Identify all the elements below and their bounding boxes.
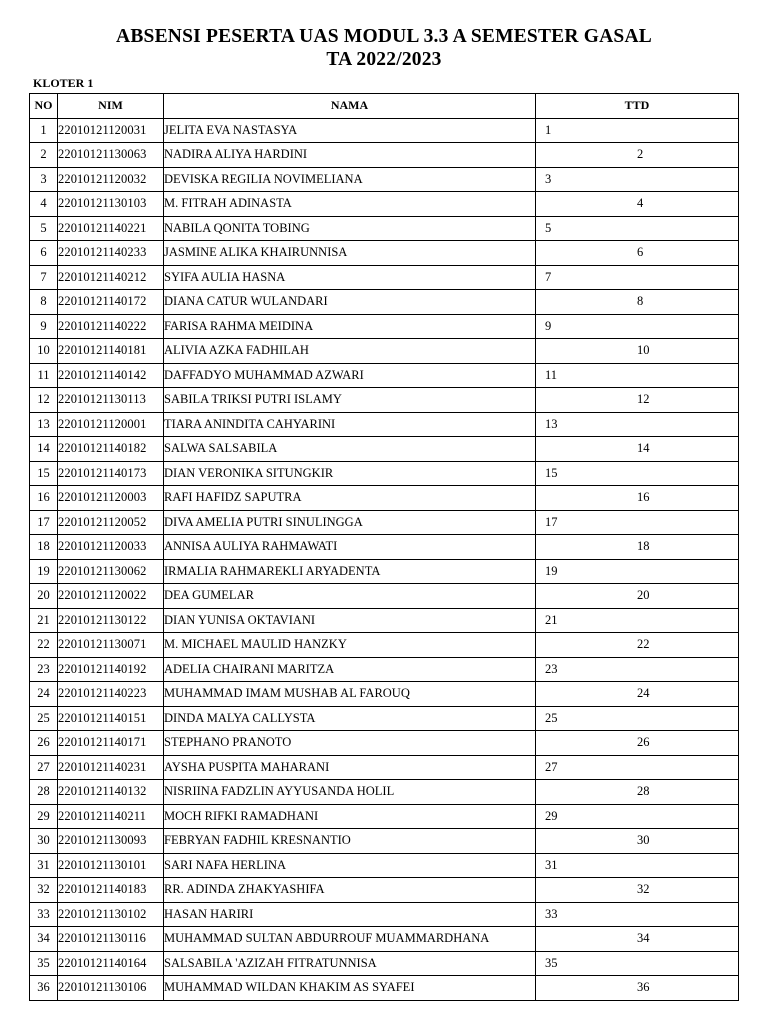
document-title: ABSENSI PESERTA UAS MODUL 3.3 A SEMESTER GASAL: [116, 26, 652, 47]
cell-nama: MUHAMMAD WILDAN KHAKIM AS SYAFEI: [164, 976, 536, 1001]
signature-number: 11: [545, 367, 558, 382]
cell-nama: RAFI HAFIDZ SAPUTRA: [164, 486, 536, 511]
cell-nama: DIAN YUNISA OKTAVIANI: [164, 608, 536, 633]
signature-number: 14: [637, 441, 650, 456]
cell-no: 35: [30, 951, 58, 976]
cell-nim: 22010121120033: [58, 535, 164, 560]
cell-no: 8: [30, 290, 58, 315]
cell-nama: NADIRA ALIYA HARDINI: [164, 143, 536, 168]
signature-number: 16: [637, 490, 650, 505]
cell-nim: 22010121140132: [58, 780, 164, 805]
signature-number: 21: [545, 612, 558, 627]
cell-nim: 22010121130116: [58, 927, 164, 952]
cell-nama: HASAN HARIRI: [164, 902, 536, 927]
cell-nama: DIANA CATUR WULANDARI: [164, 290, 536, 315]
table-row: [30, 216, 739, 241]
signature-number: 3: [545, 171, 552, 186]
cell-nama: STEPHANO PRANOTO: [164, 731, 536, 756]
cell-ttd: [536, 118, 739, 143]
table-row: [30, 241, 739, 266]
document-subtitle: TA 2022/2023: [326, 49, 442, 70]
table-row: [30, 437, 739, 462]
table-row: [30, 363, 739, 388]
column-header-ttd: TTD: [536, 94, 739, 119]
cell-no: 4: [30, 192, 58, 217]
cell-no: 17: [30, 510, 58, 535]
cell-ttd: [536, 853, 739, 878]
signature-number: 26: [637, 735, 650, 750]
signature-number: 35: [545, 955, 558, 970]
table-row: [30, 804, 739, 829]
cell-ttd: [536, 241, 739, 266]
cell-ttd: [536, 976, 739, 1001]
cell-ttd: [536, 437, 739, 462]
cell-ttd: [536, 265, 739, 290]
cell-no: 26: [30, 731, 58, 756]
cell-ttd: [536, 461, 739, 486]
cell-nim: 22010121140212: [58, 265, 164, 290]
cell-no: 2: [30, 143, 58, 168]
cell-no: 20: [30, 584, 58, 609]
cell-ttd: [536, 608, 739, 633]
cell-nim: 22010121140182: [58, 437, 164, 462]
cell-ttd: [536, 780, 739, 805]
cell-nim: 22010121140222: [58, 314, 164, 339]
column-header-no: NO: [30, 94, 58, 119]
signature-number: 10: [637, 343, 650, 358]
cell-nim: 22010121140181: [58, 339, 164, 364]
cell-no: 14: [30, 437, 58, 462]
cell-nim: 22010121130063: [58, 143, 164, 168]
cell-ttd: [536, 363, 739, 388]
signature-number: 4: [637, 196, 644, 211]
signature-number: 18: [637, 539, 650, 554]
cell-ttd: [536, 510, 739, 535]
table-row: [30, 853, 739, 878]
cell-no: 10: [30, 339, 58, 364]
cell-no: 27: [30, 755, 58, 780]
cell-nama: AYSHA PUSPITA MAHARANI: [164, 755, 536, 780]
cell-nim: 22010121140172: [58, 290, 164, 315]
cell-no: 9: [30, 314, 58, 339]
cell-nama: M. FITRAH ADINASTA: [164, 192, 536, 217]
table-row: [30, 902, 739, 927]
cell-nama: DAFFADYO MUHAMMAD AZWARI: [164, 363, 536, 388]
table-row: [30, 731, 739, 756]
cell-nim: 22010121130102: [58, 902, 164, 927]
cell-nama: NISRIINA FADZLIN AYYUSANDA HOLIL: [164, 780, 536, 805]
table-row: [30, 780, 739, 805]
cell-nama: NABILA QONITA TOBING: [164, 216, 536, 241]
cell-nim: 22010121140173: [58, 461, 164, 486]
table-row: [30, 976, 739, 1001]
cell-nama: MUHAMMAD SULTAN ABDURROUF MUAMMARDHANA: [164, 927, 536, 952]
cell-nim: 22010121130103: [58, 192, 164, 217]
cell-ttd: [536, 559, 739, 584]
cell-nim: 22010121140171: [58, 731, 164, 756]
cell-nim: 22010121140211: [58, 804, 164, 829]
cell-nama: IRMALIA RAHMAREKLI ARYADENTA: [164, 559, 536, 584]
table-row: [30, 755, 739, 780]
cell-nim: 22010121130062: [58, 559, 164, 584]
cell-ttd: [536, 192, 739, 217]
cell-ttd: [536, 216, 739, 241]
cell-nim: 22010121120003: [58, 486, 164, 511]
table-row: [30, 829, 739, 854]
table-row: [30, 412, 739, 437]
cell-nama: TIARA ANINDITA CAHYARINI: [164, 412, 536, 437]
column-header-nim: NIM: [58, 94, 164, 119]
cell-nim: 22010121140142: [58, 363, 164, 388]
cell-no: 3: [30, 167, 58, 192]
cell-ttd: [536, 486, 739, 511]
signature-number: 29: [545, 808, 558, 823]
cell-ttd: [536, 682, 739, 707]
signature-number: 36: [637, 980, 650, 995]
cell-ttd: [536, 878, 739, 903]
cell-nama: ALIVIA AZKA FADHILAH: [164, 339, 536, 364]
signature-number: 13: [545, 416, 558, 431]
table-row: [30, 143, 739, 168]
cell-no: 19: [30, 559, 58, 584]
cell-ttd: [536, 167, 739, 192]
cell-ttd: [536, 143, 739, 168]
table-row: [30, 339, 739, 364]
cell-ttd: [536, 535, 739, 560]
signature-number: 19: [545, 563, 558, 578]
cell-nama: SALSABILA 'AZIZAH FITRATUNNISA: [164, 951, 536, 976]
cell-ttd: [536, 755, 739, 780]
cell-no: 25: [30, 706, 58, 731]
signature-number: 9: [545, 318, 552, 333]
cell-nim: 22010121140231: [58, 755, 164, 780]
cell-nama: MUHAMMAD IMAM MUSHAB AL FAROUQ: [164, 682, 536, 707]
cell-nama: DIVA AMELIA PUTRI SINULINGGA: [164, 510, 536, 535]
signature-number: 32: [637, 882, 650, 897]
cell-ttd: [536, 706, 739, 731]
cell-ttd: [536, 388, 739, 413]
attendance-table: [29, 93, 739, 1001]
cell-nama: FARISA RAHMA MEIDINA: [164, 314, 536, 339]
signature-number: 28: [637, 784, 650, 799]
signature-number: 15: [545, 465, 558, 480]
cell-no: 16: [30, 486, 58, 511]
cell-nim: 22010121140164: [58, 951, 164, 976]
cell-ttd: [536, 927, 739, 952]
cell-nama: ANNISA AULIYA RAHMAWATI: [164, 535, 536, 560]
cell-nim: 22010121130071: [58, 633, 164, 658]
table-body: [30, 118, 739, 1000]
column-header-nama: NAMA: [164, 94, 536, 119]
cell-ttd: [536, 829, 739, 854]
cell-nama: DEA GUMELAR: [164, 584, 536, 609]
cell-no: 30: [30, 829, 58, 854]
table-row: [30, 290, 739, 315]
table-row: [30, 535, 739, 560]
cell-nim: 22010121130093: [58, 829, 164, 854]
cell-nama: SARI NAFA HERLINA: [164, 853, 536, 878]
signature-number: 17: [545, 514, 558, 529]
cell-ttd: [536, 314, 739, 339]
signature-number: 20: [637, 588, 650, 603]
cell-nim: 22010121140223: [58, 682, 164, 707]
signature-number: 12: [637, 392, 650, 407]
cell-no: 18: [30, 535, 58, 560]
table-row: [30, 461, 739, 486]
cell-nim: 22010121130106: [58, 976, 164, 1001]
cell-nim: 22010121140183: [58, 878, 164, 903]
cell-no: 11: [30, 363, 58, 388]
table-row: [30, 584, 739, 609]
cell-nim: 22010121140221: [58, 216, 164, 241]
signature-number: 8: [637, 294, 644, 309]
signature-number: 31: [545, 857, 558, 872]
group-label: KLOTER 1: [33, 76, 94, 90]
signature-number: 6: [637, 245, 644, 260]
cell-nim: 22010121120022: [58, 584, 164, 609]
cell-nama: JELITA EVA NASTASYA: [164, 118, 536, 143]
cell-no: 31: [30, 853, 58, 878]
signature-number: 33: [545, 906, 558, 921]
cell-no: 34: [30, 927, 58, 952]
cell-nama: DINDA MALYA CALLYSTA: [164, 706, 536, 731]
table-header-row: [30, 94, 739, 119]
table-row: [30, 192, 739, 217]
cell-nim: 22010121130113: [58, 388, 164, 413]
signature-number: 5: [545, 220, 552, 235]
table-row: [30, 265, 739, 290]
table-row: [30, 927, 739, 952]
cell-ttd: [536, 657, 739, 682]
signature-number: 1: [545, 122, 552, 137]
cell-nim: 22010121140151: [58, 706, 164, 731]
signature-number: 7: [545, 269, 552, 284]
table-row: [30, 951, 739, 976]
cell-no: 15: [30, 461, 58, 486]
cell-nim: 22010121120001: [58, 412, 164, 437]
cell-nama: DEVISKA REGILIA NOVIMELIANA: [164, 167, 536, 192]
cell-ttd: [536, 584, 739, 609]
cell-no: 24: [30, 682, 58, 707]
signature-number: 22: [637, 637, 650, 652]
table-row: [30, 118, 739, 143]
table-row: [30, 608, 739, 633]
cell-no: 21: [30, 608, 58, 633]
signature-number: 27: [545, 759, 558, 774]
cell-no: 33: [30, 902, 58, 927]
cell-no: 28: [30, 780, 58, 805]
cell-ttd: [536, 290, 739, 315]
table-row: [30, 706, 739, 731]
table-row: [30, 633, 739, 658]
cell-nim: 22010121140233: [58, 241, 164, 266]
cell-nama: MOCH RIFKI RAMADHANI: [164, 804, 536, 829]
cell-no: 22: [30, 633, 58, 658]
cell-nama: FEBRYAN FADHIL KRESNANTIO: [164, 829, 536, 854]
signature-number: 34: [637, 931, 650, 946]
signature-number: 30: [637, 833, 650, 848]
cell-no: 7: [30, 265, 58, 290]
cell-ttd: [536, 412, 739, 437]
cell-nim: 22010121130101: [58, 853, 164, 878]
cell-nim: 22010121120052: [58, 510, 164, 535]
cell-nim: 22010121130122: [58, 608, 164, 633]
cell-nama: M. MICHAEL MAULID HANZKY: [164, 633, 536, 658]
cell-ttd: [536, 804, 739, 829]
table-row: [30, 486, 739, 511]
signature-number: 2: [637, 147, 644, 162]
cell-no: 32: [30, 878, 58, 903]
table-row: [30, 510, 739, 535]
cell-nama: SALWA SALSABILA: [164, 437, 536, 462]
cell-no: 1: [30, 118, 58, 143]
cell-nim: 22010121140192: [58, 657, 164, 682]
table-row: [30, 167, 739, 192]
signature-number: 23: [545, 661, 558, 676]
cell-nama: SABILA TRIKSI PUTRI ISLAMY: [164, 388, 536, 413]
cell-no: 36: [30, 976, 58, 1001]
cell-ttd: [536, 633, 739, 658]
cell-nama: JASMINE ALIKA KHAIRUNNISA: [164, 241, 536, 266]
signature-number: 24: [637, 686, 650, 701]
cell-nama: DIAN VERONIKA SITUNGKIR: [164, 461, 536, 486]
cell-ttd: [536, 339, 739, 364]
cell-no: 29: [30, 804, 58, 829]
table-row: [30, 388, 739, 413]
cell-nama: RR. ADINDA ZHAKYASHIFA: [164, 878, 536, 903]
table-row: [30, 559, 739, 584]
cell-nim: 22010121120032: [58, 167, 164, 192]
table-row: [30, 657, 739, 682]
table-row: [30, 878, 739, 903]
cell-no: 6: [30, 241, 58, 266]
cell-no: 5: [30, 216, 58, 241]
cell-no: 23: [30, 657, 58, 682]
signature-number: 25: [545, 710, 558, 725]
cell-nama: ADELIA CHAIRANI MARITZA: [164, 657, 536, 682]
table-row: [30, 682, 739, 707]
cell-nama: SYIFA AULIA HASNA: [164, 265, 536, 290]
cell-ttd: [536, 951, 739, 976]
table-row: [30, 314, 739, 339]
cell-ttd: [536, 731, 739, 756]
cell-ttd: [536, 902, 739, 927]
cell-no: 13: [30, 412, 58, 437]
cell-no: 12: [30, 388, 58, 413]
cell-nim: 22010121120031: [58, 118, 164, 143]
